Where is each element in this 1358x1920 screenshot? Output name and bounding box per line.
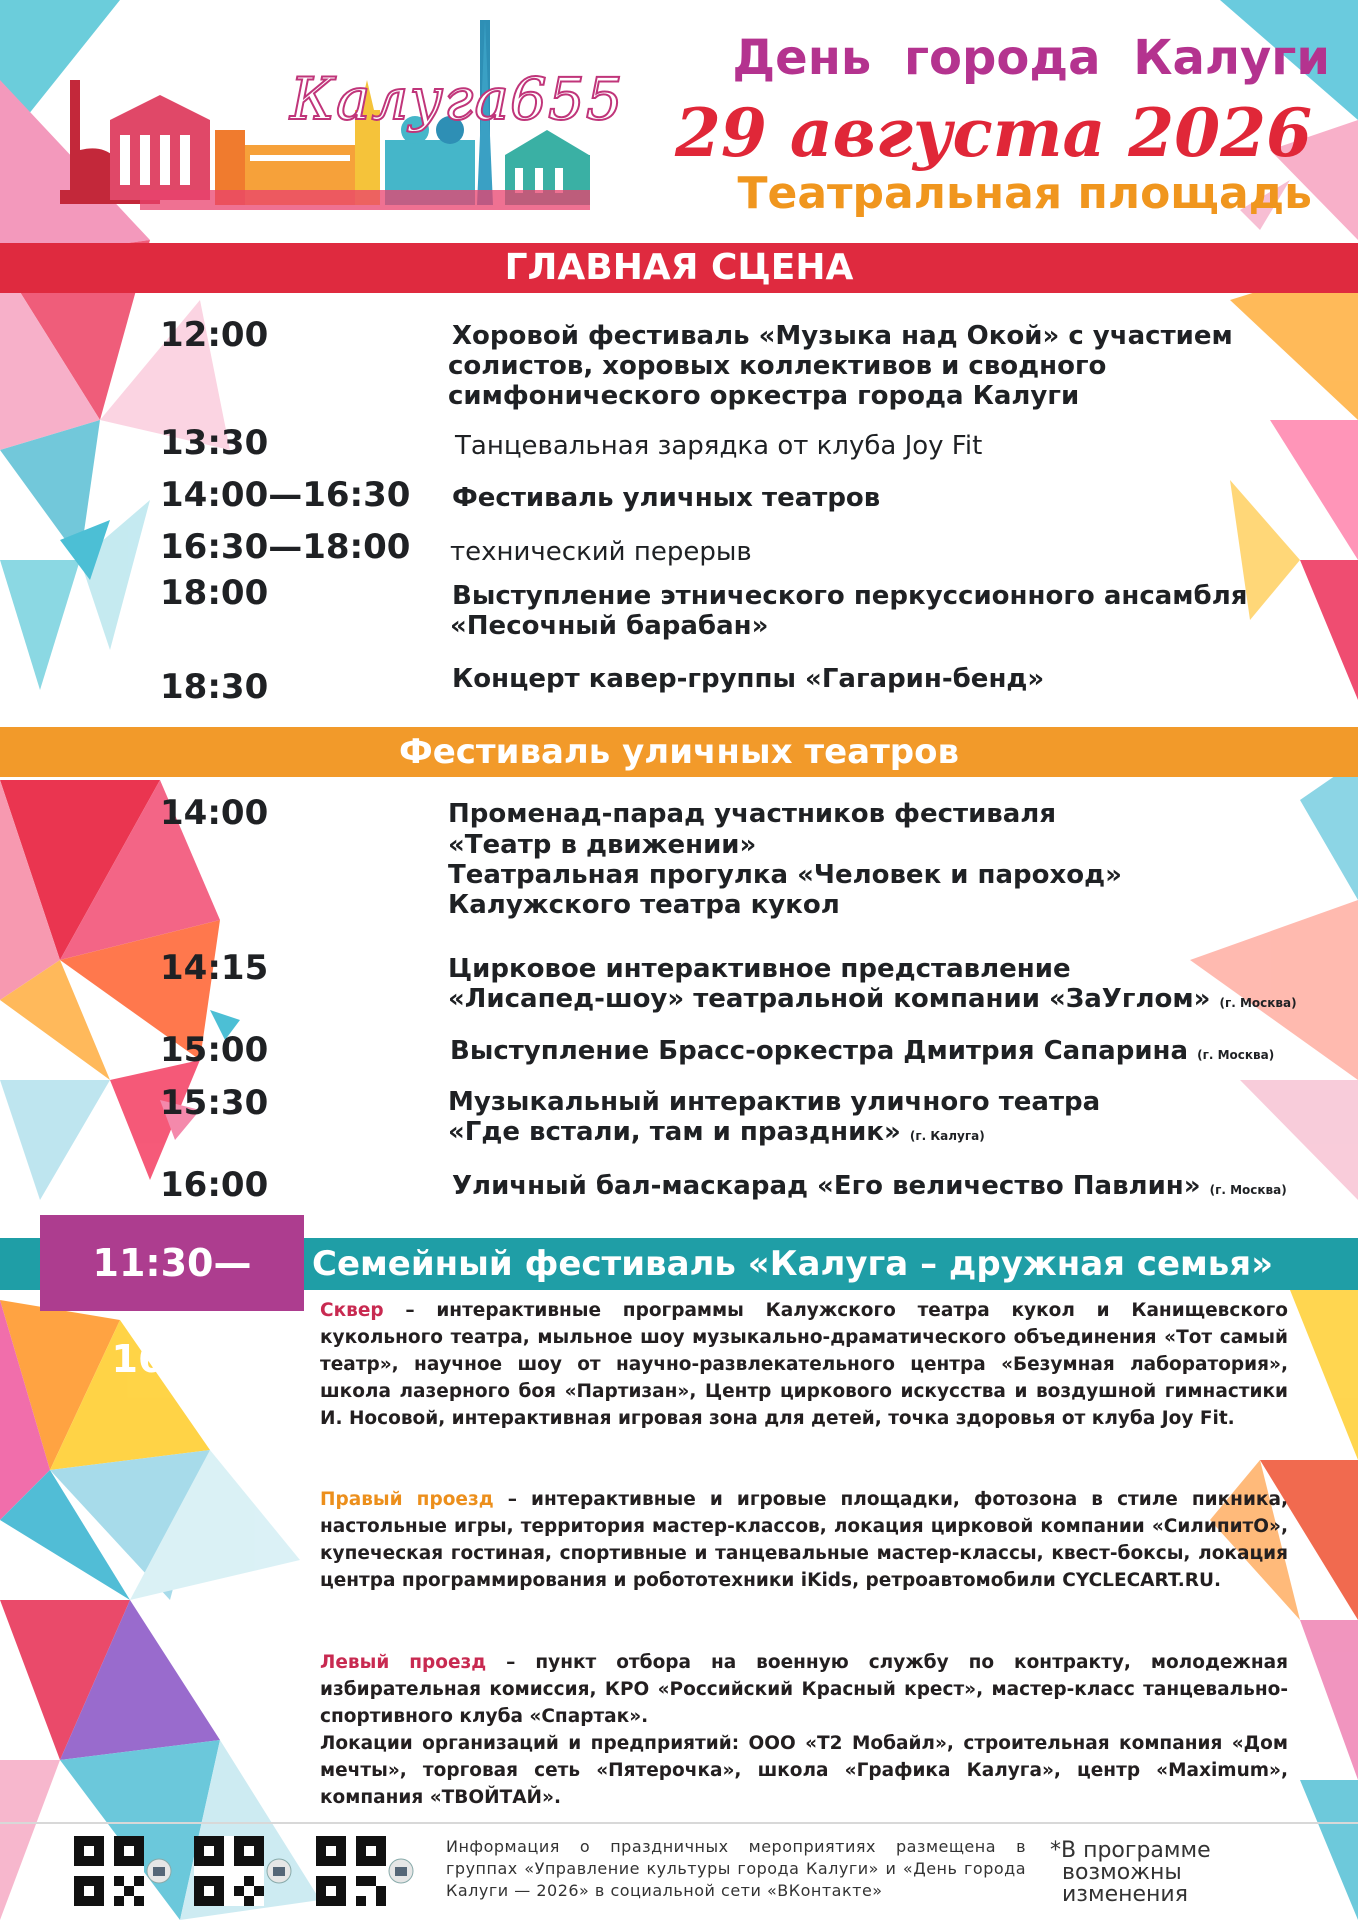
section-text: – пункт отбора на военную службу по контракту, молодежная избирательная комиссия, КРО «Российский Красный крест», мастер-класс танцевально-спортивного клуба «Спартак». <box>320 1652 1288 1727</box>
family-festival-time: 11:30—16:30 <box>40 1215 304 1311</box>
header-date: 29 августа 2026 <box>675 94 1312 172</box>
event-time: 18:30 <box>160 667 269 707</box>
event-line: Цирковое интерактивное представление <box>448 954 1071 984</box>
event-line: Хоровой фестиваль «Музыка над Окой» с участием <box>452 321 1233 351</box>
event-line: Променад-парад участников фестиваля <box>448 799 1057 829</box>
family-festival-title: Семейный фестиваль «Калуга – дружная семья» <box>312 1244 1274 1284</box>
event-line-text: Выступление Брасс-оркестра Дмитрия Сапарина <box>450 1036 1189 1066</box>
city-logo <box>40 20 650 220</box>
header-title: День города Калуги <box>732 30 1330 86</box>
event-line: Музыкальный интерактив уличного театра <box>448 1087 1101 1117</box>
event-time: 15:00 <box>160 1030 269 1070</box>
event-line: Выступление этнического перкуссионного ансамбля <box>452 581 1248 611</box>
event-line: «Театр в движении» <box>448 830 757 860</box>
family-section-square <box>320 1297 1288 1432</box>
event-line: «Песочный барабан» <box>450 611 769 641</box>
family-section-right <box>320 1486 1288 1594</box>
program-note-line: *В программе <box>1050 1838 1211 1863</box>
section-text: – интерактивные и игровые площадки, фотозона в стиле пикника, настольные игры, территория мастер-классов, локация цирковой компании «СилипитО», купеческая гостиная, спортивные и танцевальные мастер-классы, квест-боксы, локация центра программирования и робототехники iKids, ретроавтомобили CYCLECART.RU. <box>320 1489 1288 1591</box>
header-place: Театральная площадь <box>737 168 1312 219</box>
city-note: (г. Москва) <box>1209 1183 1287 1197</box>
city-note: (г. Калуга) <box>909 1129 985 1143</box>
event-line: Концерт кавер-группы «Гагарин-бенд» <box>452 664 1045 694</box>
event-time: 15:30 <box>160 1083 269 1123</box>
qr-code-icon[interactable] <box>74 1836 144 1906</box>
event-time: 14:00—16:30 <box>160 475 411 515</box>
city-note: (г. Москва) <box>1219 996 1297 1010</box>
street-theatres-banner: Фестиваль уличных театров <box>0 727 1358 777</box>
logo-text: Калуга655 <box>290 65 624 133</box>
qr-code-icon[interactable] <box>316 1836 386 1906</box>
event-time: 16:30—18:00 <box>160 527 411 567</box>
event-line-text: Уличный бал-маскарад «Его величество Павлин» <box>452 1171 1201 1201</box>
event-time: 12:00 <box>160 315 269 355</box>
section-extra: Локации организаций и предприятий: ООО «Т2 Мобайл», строительная компания «Дом мечты», торговая сеть «Пятерочка», школа «Графика Калуга», центр «Maximum», компания «ТВОЙТАЙ». <box>320 1733 1288 1808</box>
program-note <box>1050 1840 1250 1906</box>
event-line: солистов, хоровых коллективов и сводного <box>448 351 1107 381</box>
footer-divider <box>0 1822 1358 1824</box>
event-time: 14:15 <box>160 948 269 988</box>
event-time: 14:00 <box>160 793 269 833</box>
event-line-text: «Лисапед-шоу» театральной компании «ЗаУглом» <box>448 984 1211 1014</box>
event-line: технический перерыв <box>450 537 752 567</box>
event-time: 13:30 <box>160 423 269 463</box>
qr-code-icon[interactable] <box>194 1836 264 1906</box>
family-section-left <box>320 1649 1288 1811</box>
event-line: Театральная прогулка «Человек и пароход» <box>448 860 1122 890</box>
section-text: – интерактивные программы Калужского театра кукол и Канищевского кукольного театра, мыльное шоу музыкально-драматического объединения «Тот самый театр», научное шоу от научно-развлекательного центра «Безумная лаборатория», школа лазерного боя «Партизан», Центр циркового искусства и воздушной гимнастики И. Носовой, интерактивная игровая зона для детей, точка здоровья от клуба Joy Fit. <box>320 1300 1288 1429</box>
footer-info: Информация о праздничных мероприятиях размещена в группах «Управление культуры города Калуги» и «День города Калуги — 2026» в социальной сети «ВКонтакте» <box>446 1837 1026 1900</box>
section-label: Сквер <box>320 1300 384 1321</box>
emblem-icon <box>388 1858 414 1884</box>
event-line <box>448 984 1297 1018</box>
event-line <box>450 1036 1274 1070</box>
main-stage-banner: ГЛАВНАЯ СЦЕНА <box>0 243 1358 293</box>
event-line: симфонического оркестра города Калуги <box>448 381 1080 411</box>
emblem-icon <box>146 1858 172 1884</box>
event-time: 18:00 <box>160 573 269 613</box>
event-line: Калужского театра кукол <box>448 890 840 920</box>
event-line <box>452 1171 1287 1205</box>
age-rating: 0+ <box>1266 1838 1331 1889</box>
program-note-line: возможны <box>1062 1860 1182 1885</box>
event-time: 16:00 <box>160 1165 269 1205</box>
section-label: Левый проезд <box>320 1652 487 1673</box>
emblem-icon <box>266 1858 292 1884</box>
program-note-line: изменения <box>1062 1882 1188 1907</box>
event-line-text: «Где встали, там и праздник» <box>448 1117 901 1147</box>
city-note: (г. Москва) <box>1197 1048 1275 1062</box>
section-label: Правый проезд <box>320 1489 494 1510</box>
event-line <box>448 1117 985 1151</box>
event-line: Фестиваль уличных театров <box>452 483 881 513</box>
event-line: Танцевальная зарядка от клуба Joy Fit <box>455 431 983 461</box>
